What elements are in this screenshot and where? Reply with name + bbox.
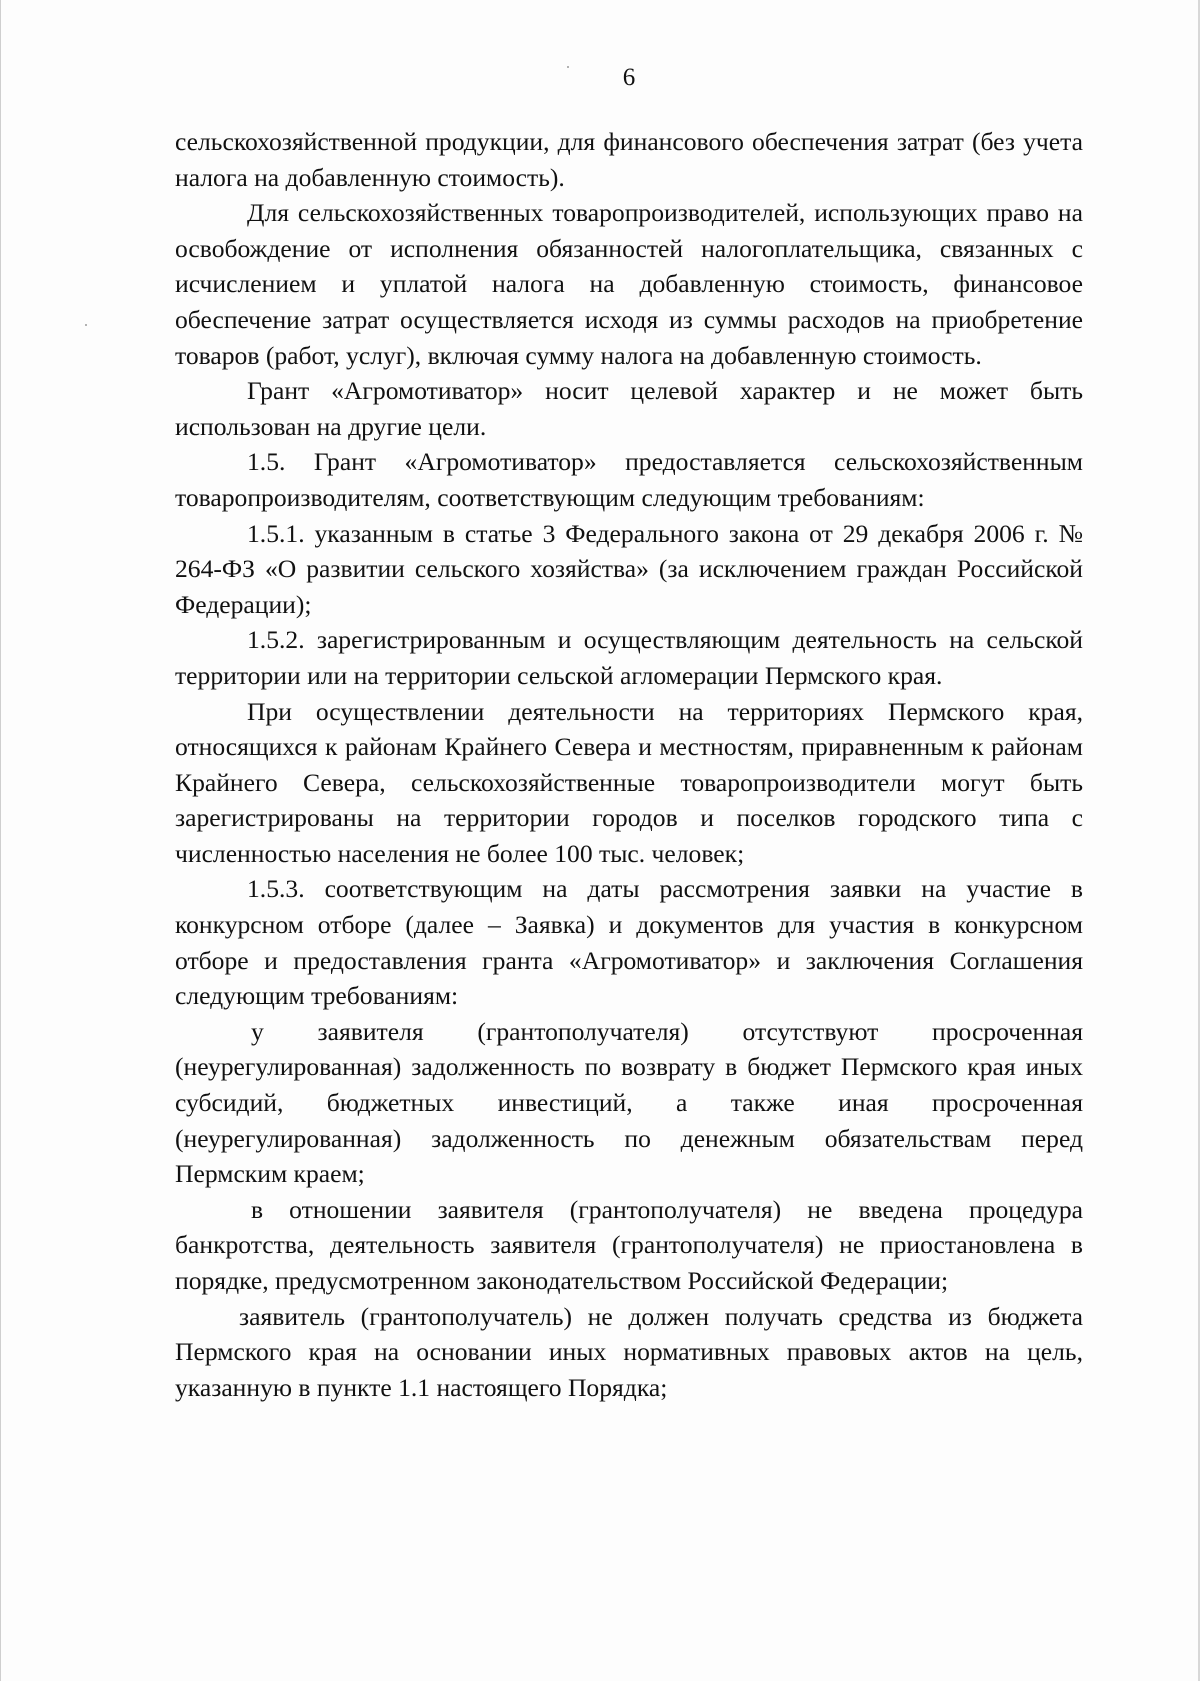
paragraph-vat-exemption: Для сельскохозяйственных товаропроизводителей, использующих право на освобождение от исполнения обязанностей налогоплательщика, связанных с исчислением и уплатой налога на добавленную стоимость, финансовое обеспечение затрат осуществляется исходя из суммы расходов на приобретение товаров (работ, услуг), включая сумму налога на добавленную стоимость.: [175, 198, 1083, 370]
document-body: [175, 124, 1083, 1405]
page-number: 6: [622, 64, 636, 91]
paragraph-continuation: сельскохозяйственной продукции, для финансового обеспечения затрат (без учета налога на добавленную стоимость).: [175, 127, 1083, 192]
paragraph-far-north: При осуществлении деятельности на территориях Пермского края, относящихся к районам Крайнего Севера и местностям, приравненным к районам Крайнего Севера, сельскохозяйственные товаропроизводители могут быть зарегистрированы на территории городов и поселков городского типа с численностью населения не более 100 тыс. человек;: [175, 696, 1083, 868]
scan-speck: [85, 324, 87, 326]
paragraph-1-5: 1.5. Грант «Агромотиватор» предоставляется сельскохозяйственным товаропроизводителям, соответствующим следующим требованиям:: [175, 447, 1083, 512]
paragraph-1-5-3: 1.5.3. соответствующим на даты рассмотрения заявки на участие в конкурсном отборе (далее – Заявка) и документов для участия в конкурсном отборе и предоставления гранта «Агромотиватор» и заключения Соглашения следующим требованиям:: [175, 874, 1083, 1011]
paragraph-1-5-2: 1.5.2. зарегистрированным и осуществляющим деятельность на сельской территории или на территории сельской агломерации Пермского края.: [175, 625, 1083, 690]
paragraph-1-5-1: 1.5.1. указанным в статье 3 Федерального закона от 29 декабря 2006 г. № 264-ФЗ «О развитии сельского хозяйства» (за исключением граждан Российской Федерации);: [175, 518, 1083, 619]
paragraph-debt-requirement: у заявителя (грантополучателя) отсутствуют просроченная (неурегулированная) задолженность по возврату в бюджет Пермского края иных субсидий, бюджетных инвестиций, а также иная просроченная (неурегулированная) задолженность по денежным обязательствам перед Пермским краем;: [175, 1016, 1083, 1189]
paragraph-bankruptcy-requirement: в отношении заявителя (грантополучателя) не введена процедура банкротства, деятельность заявителя (грантополучателя) не приостановлена в порядке, предусмотренном законодательством Российской Федерации;: [175, 1194, 1083, 1295]
paragraph-other-funds-requirement: заявитель (грантополучатель) не должен получать средства из бюджета Пермского края на основании иных нормативных правовых актов на цель, указанную в пункте 1.1 настоящего Порядка;: [175, 1301, 1083, 1402]
paragraph-grant-purpose: Грант «Агромотиватор» носит целевой характер и не может быть использован на другие цели.: [175, 376, 1083, 441]
scan-speck: [567, 66, 569, 68]
